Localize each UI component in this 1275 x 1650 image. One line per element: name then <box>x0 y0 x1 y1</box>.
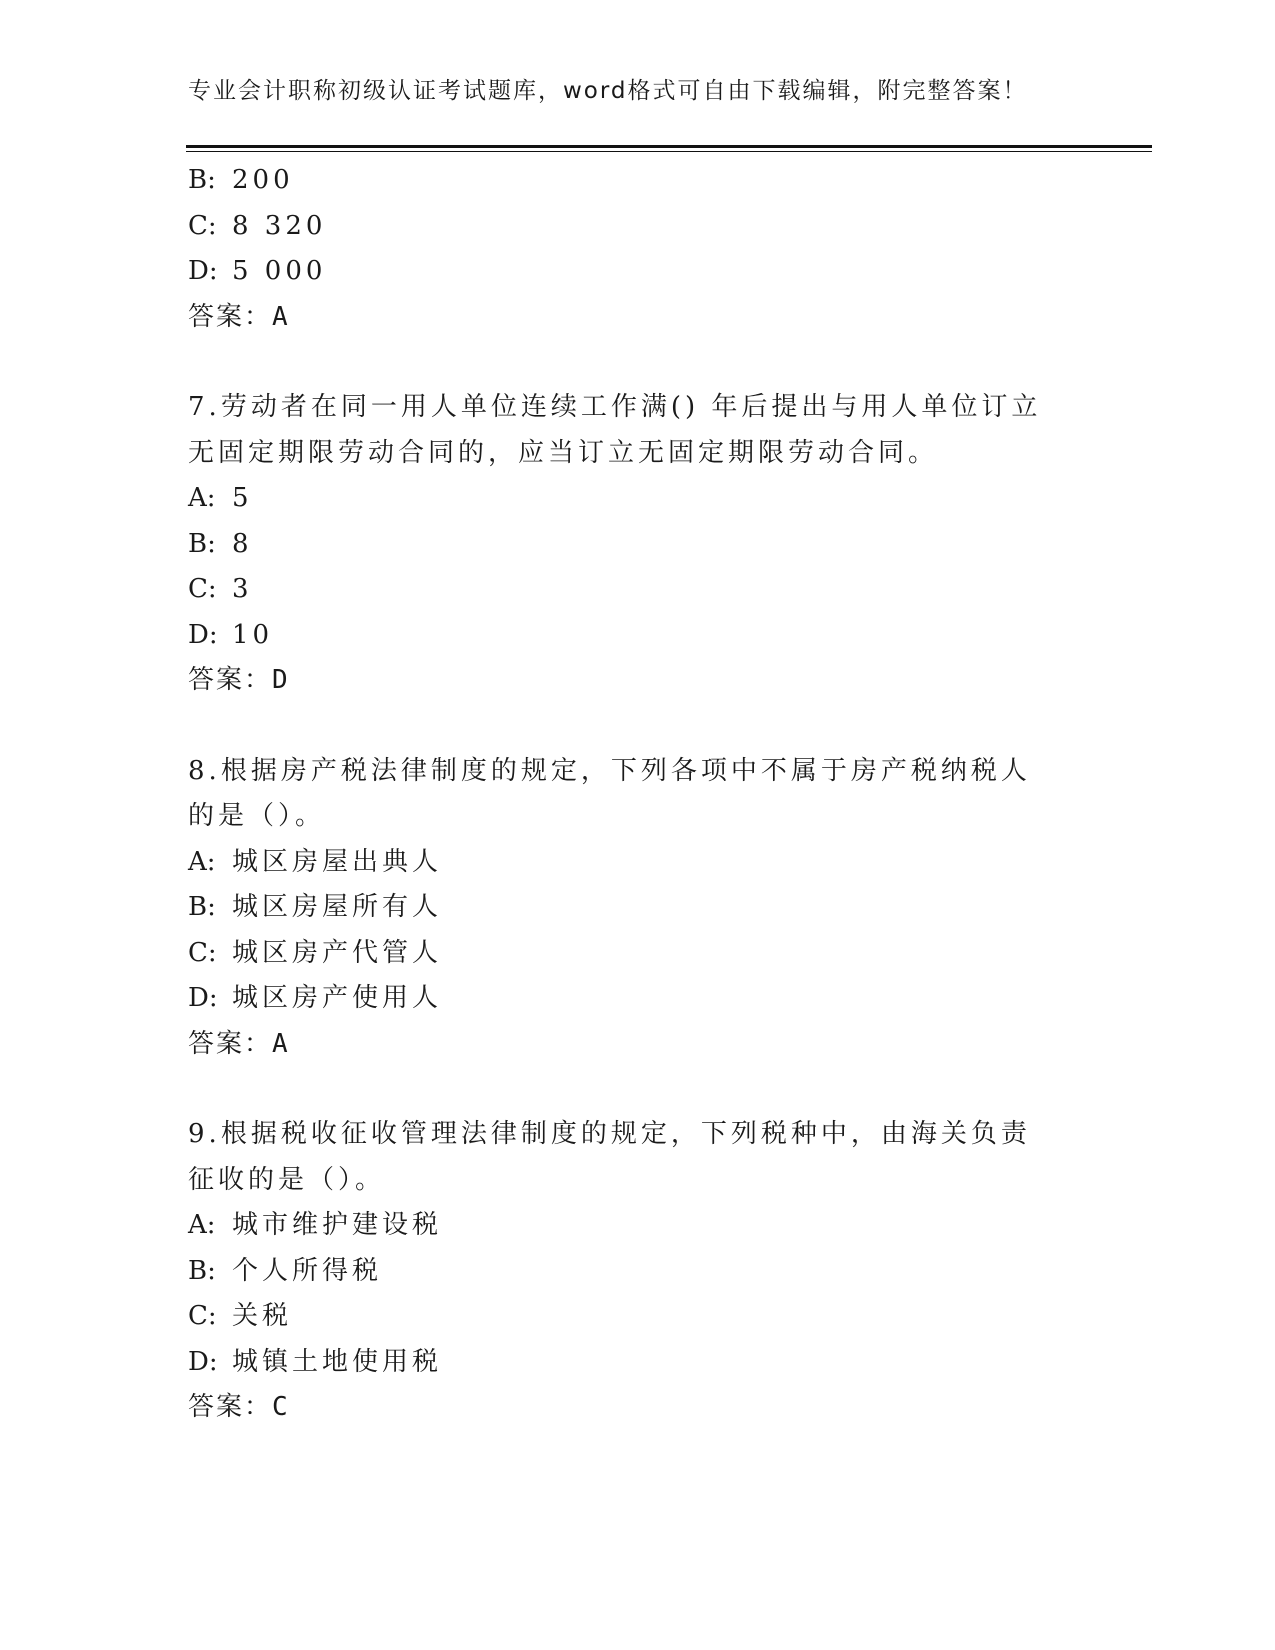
answer-value: A <box>272 1028 288 1059</box>
question-7 <box>188 385 1088 704</box>
answer-value: A <box>272 301 288 332</box>
answer-line <box>188 295 1088 341</box>
option-d <box>188 1340 1088 1386</box>
answer-line <box>188 1022 1088 1068</box>
option-d <box>188 976 1088 1022</box>
option-a <box>188 1203 1088 1249</box>
option-text: 城区房屋所有人 <box>232 892 443 922</box>
question-9 <box>188 1112 1088 1431</box>
option-text: 8 320 <box>232 210 327 241</box>
option-c <box>188 1294 1088 1340</box>
question-stem: 根据房产税法律制度的规定，下列各项中不属于房产税纳税人的是（）。 <box>188 755 1031 831</box>
option-letter: A: <box>188 846 216 877</box>
option-text: 城区房产使用人 <box>232 983 443 1013</box>
option-b <box>188 885 1088 931</box>
option-letter: D: <box>188 619 218 650</box>
option-text: 关税 <box>232 1301 293 1331</box>
option-c <box>188 931 1088 977</box>
option-d <box>188 613 1088 659</box>
question-number: 9. <box>188 1119 221 1149</box>
option-text: 200 <box>232 165 294 195</box>
option-text: 5 000 <box>232 256 327 286</box>
option-text: 城区房产代管人 <box>232 937 443 968</box>
answer-label: 答案： <box>188 1028 273 1059</box>
answer-label: 答案： <box>188 1392 273 1422</box>
option-b <box>188 158 1088 204</box>
option-c <box>188 567 1088 613</box>
option-letter: C: <box>188 1301 217 1331</box>
option-letter: B: <box>188 892 216 922</box>
header-rule-thick <box>186 145 1152 148</box>
option-letter: C: <box>188 574 217 604</box>
option-c <box>188 204 1088 250</box>
answer-line <box>188 1385 1088 1431</box>
question-number: 8. <box>188 755 221 786</box>
question-stem: 根据税收征收管理法律制度的规定，下列税种中，由海关负责征收的是（）。 <box>188 1119 1031 1195</box>
option-b <box>188 522 1088 568</box>
option-text: 8 <box>232 528 253 559</box>
option-text: 城镇土地使用税 <box>232 1346 443 1377</box>
option-letter: B: <box>188 528 216 559</box>
question-text <box>188 385 1048 476</box>
option-letter: B: <box>188 165 216 195</box>
option-letter: A: <box>188 483 216 513</box>
answer-value: D <box>272 665 288 695</box>
option-text: 5 <box>232 483 253 513</box>
option-text: 城区房屋出典人 <box>232 846 443 877</box>
option-d <box>188 249 1088 295</box>
option-letter: A: <box>188 1210 216 1240</box>
answer-value: C <box>272 1392 288 1422</box>
option-letter: D: <box>188 983 218 1013</box>
header-rule-thin <box>186 151 1152 152</box>
option-text: 3 <box>232 574 253 604</box>
question-text <box>188 1112 1048 1203</box>
answer-line <box>188 658 1088 704</box>
option-b <box>188 1249 1088 1295</box>
option-letter: C: <box>188 937 217 968</box>
option-text: 个人所得税 <box>232 1255 383 1286</box>
option-letter: D: <box>188 256 218 286</box>
option-text: 10 <box>232 619 274 650</box>
option-a <box>188 476 1088 522</box>
prev-question <box>188 158 1088 340</box>
answer-label: 答案： <box>188 665 273 695</box>
question-number: 7. <box>188 392 221 422</box>
option-letter: B: <box>188 1255 216 1286</box>
answer-label: 答案： <box>188 301 273 332</box>
option-text: 城市维护建设税 <box>232 1210 443 1240</box>
question-stem: 劳动者在同一用人单位连续工作满() 年后提出与用人单位订立无固定期限劳动合同的，应当订立无固定期限劳动合同。 <box>188 392 1042 468</box>
question-text <box>188 749 1048 840</box>
option-letter: D: <box>188 1346 218 1377</box>
option-a <box>188 840 1088 886</box>
page-header: 专业会计职称初级认证考试题库，word格式可自由下载编辑，附完整答案！ <box>188 78 1028 104</box>
question-8 <box>188 749 1088 1068</box>
option-letter: C: <box>188 210 217 241</box>
document-body <box>188 158 1088 1431</box>
